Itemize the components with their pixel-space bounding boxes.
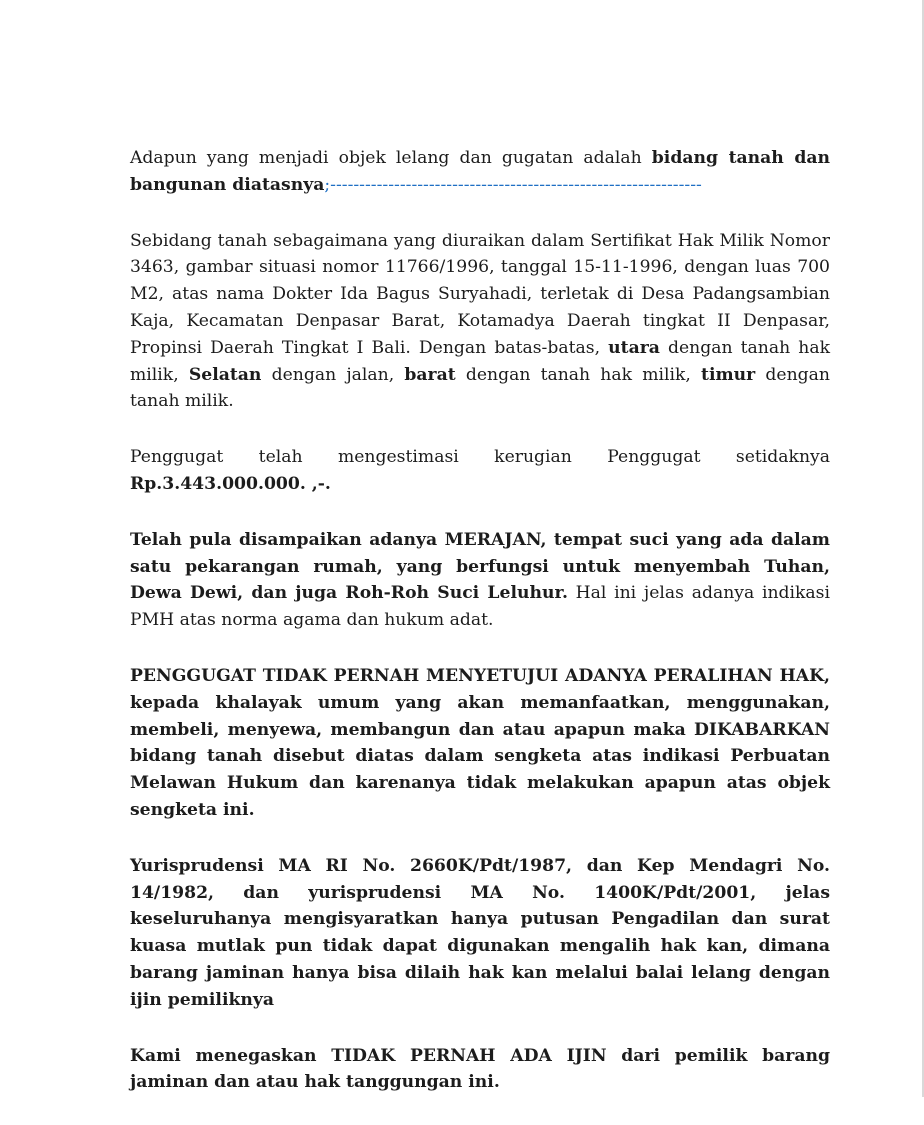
text: Hal ini jelas adanya indikasi PMH atas norma agama dan hukum adat. bbox=[130, 583, 830, 631]
text: Penggugat telah mengestimasi kerugian Penggugat setidaknya bbox=[130, 447, 830, 468]
bold-text-timur: timur bbox=[701, 364, 756, 385]
document-body bbox=[130, 145, 830, 1125]
text: dengan tanah hak milik, bbox=[455, 364, 702, 385]
text: dengan jalan, bbox=[261, 364, 405, 385]
text: Sebidang tanah sebagaimana yang diuraikan dalam Sertifikat Hak Milik Nomor 3463, gambar situasi nomor 11766/1996, tanggal 15-11-1996, dengan luas 700 M2, atas nama Dokter Ida Bagus Suryahadi, terletak di Desa Padangsambian Kaja, Kecamatan Denpasar Barat, Kotamadya Daerah tingkat II Denpasar, Propinsi Daerah Tingkat I Bali. Dengan batas-batas, bbox=[130, 230, 830, 358]
paragraph-objek-lelang bbox=[130, 145, 830, 199]
bold-text: Kami menegaskan TIDAK PERNAH ADA IJIN dari pemilik barang jaminan dan atau hak tanggungan ini. bbox=[130, 1045, 830, 1093]
bold-text-amount: Rp.3.443.000.000. ,-. bbox=[130, 473, 331, 494]
bold-text-barat: barat bbox=[404, 364, 456, 385]
bold-text: bidang tanah dan bangunan diatasnya bbox=[130, 148, 830, 195]
paragraph-sebidang-tanah bbox=[130, 228, 830, 416]
bold-text: Yurisprudensi MA RI No. 2660K/Pdt/1987, dan Kep Mendagri No. 14/1982, dan yurisprudensi MA No. 1400K/Pdt/2001, jelas keseluruhanya mengisyaratkan hanya putusan Pengadilan dan surat kuasa mutlak pun tidak dapat digunakan mengalih hak kan, dimana barang jaminan hanya bisa dilaih hak kan melalui balai lelang dengan ijin pemiliknya bbox=[130, 855, 830, 1010]
paragraph-peralihan-hak bbox=[130, 663, 830, 824]
paragraph-merajan bbox=[130, 527, 830, 634]
semicolon: ; bbox=[324, 174, 331, 195]
text: dengan tanah hak milik, bbox=[130, 337, 830, 385]
paragraph-penegasan bbox=[130, 1043, 830, 1097]
dash-line: ---------------------------------------------------------------- bbox=[330, 174, 702, 195]
text: dengan tanah milik. bbox=[130, 364, 830, 412]
bold-text-utara: utara bbox=[608, 337, 660, 358]
bold-text-selatan: Selatan bbox=[188, 364, 262, 385]
paragraph-yurisprudensi bbox=[130, 853, 830, 1014]
text: Adapun yang menjadi objek lelang dan gugatan adalah bbox=[130, 148, 652, 168]
paragraph-estimasi-kerugian bbox=[130, 444, 830, 498]
bold-text: PENGGUGAT TIDAK PERNAH MENYETUJUI ADANYA PERALIHAN HAK, kepada khalayak umum yang akan memanfaatkan, menggunakan, membeli, menyewa, membangun dan atau apapun maka DIKABARKAN bidang tanah disebut diatas dalam sengketa atas indikasi Perbuatan Melawan Hukum dan karenanya tidak melakukan apapun atas objek sengketa ini. bbox=[130, 665, 830, 820]
bold-text: Telah pula disampaikan adanya MERAJAN, tempat suci yang ada dalam satu pekarangan rumah, yang berfungsi untuk menyembah Tuhan, Dewa Dewi, dan juga Roh-Roh Suci Leluhur. bbox=[130, 529, 830, 604]
